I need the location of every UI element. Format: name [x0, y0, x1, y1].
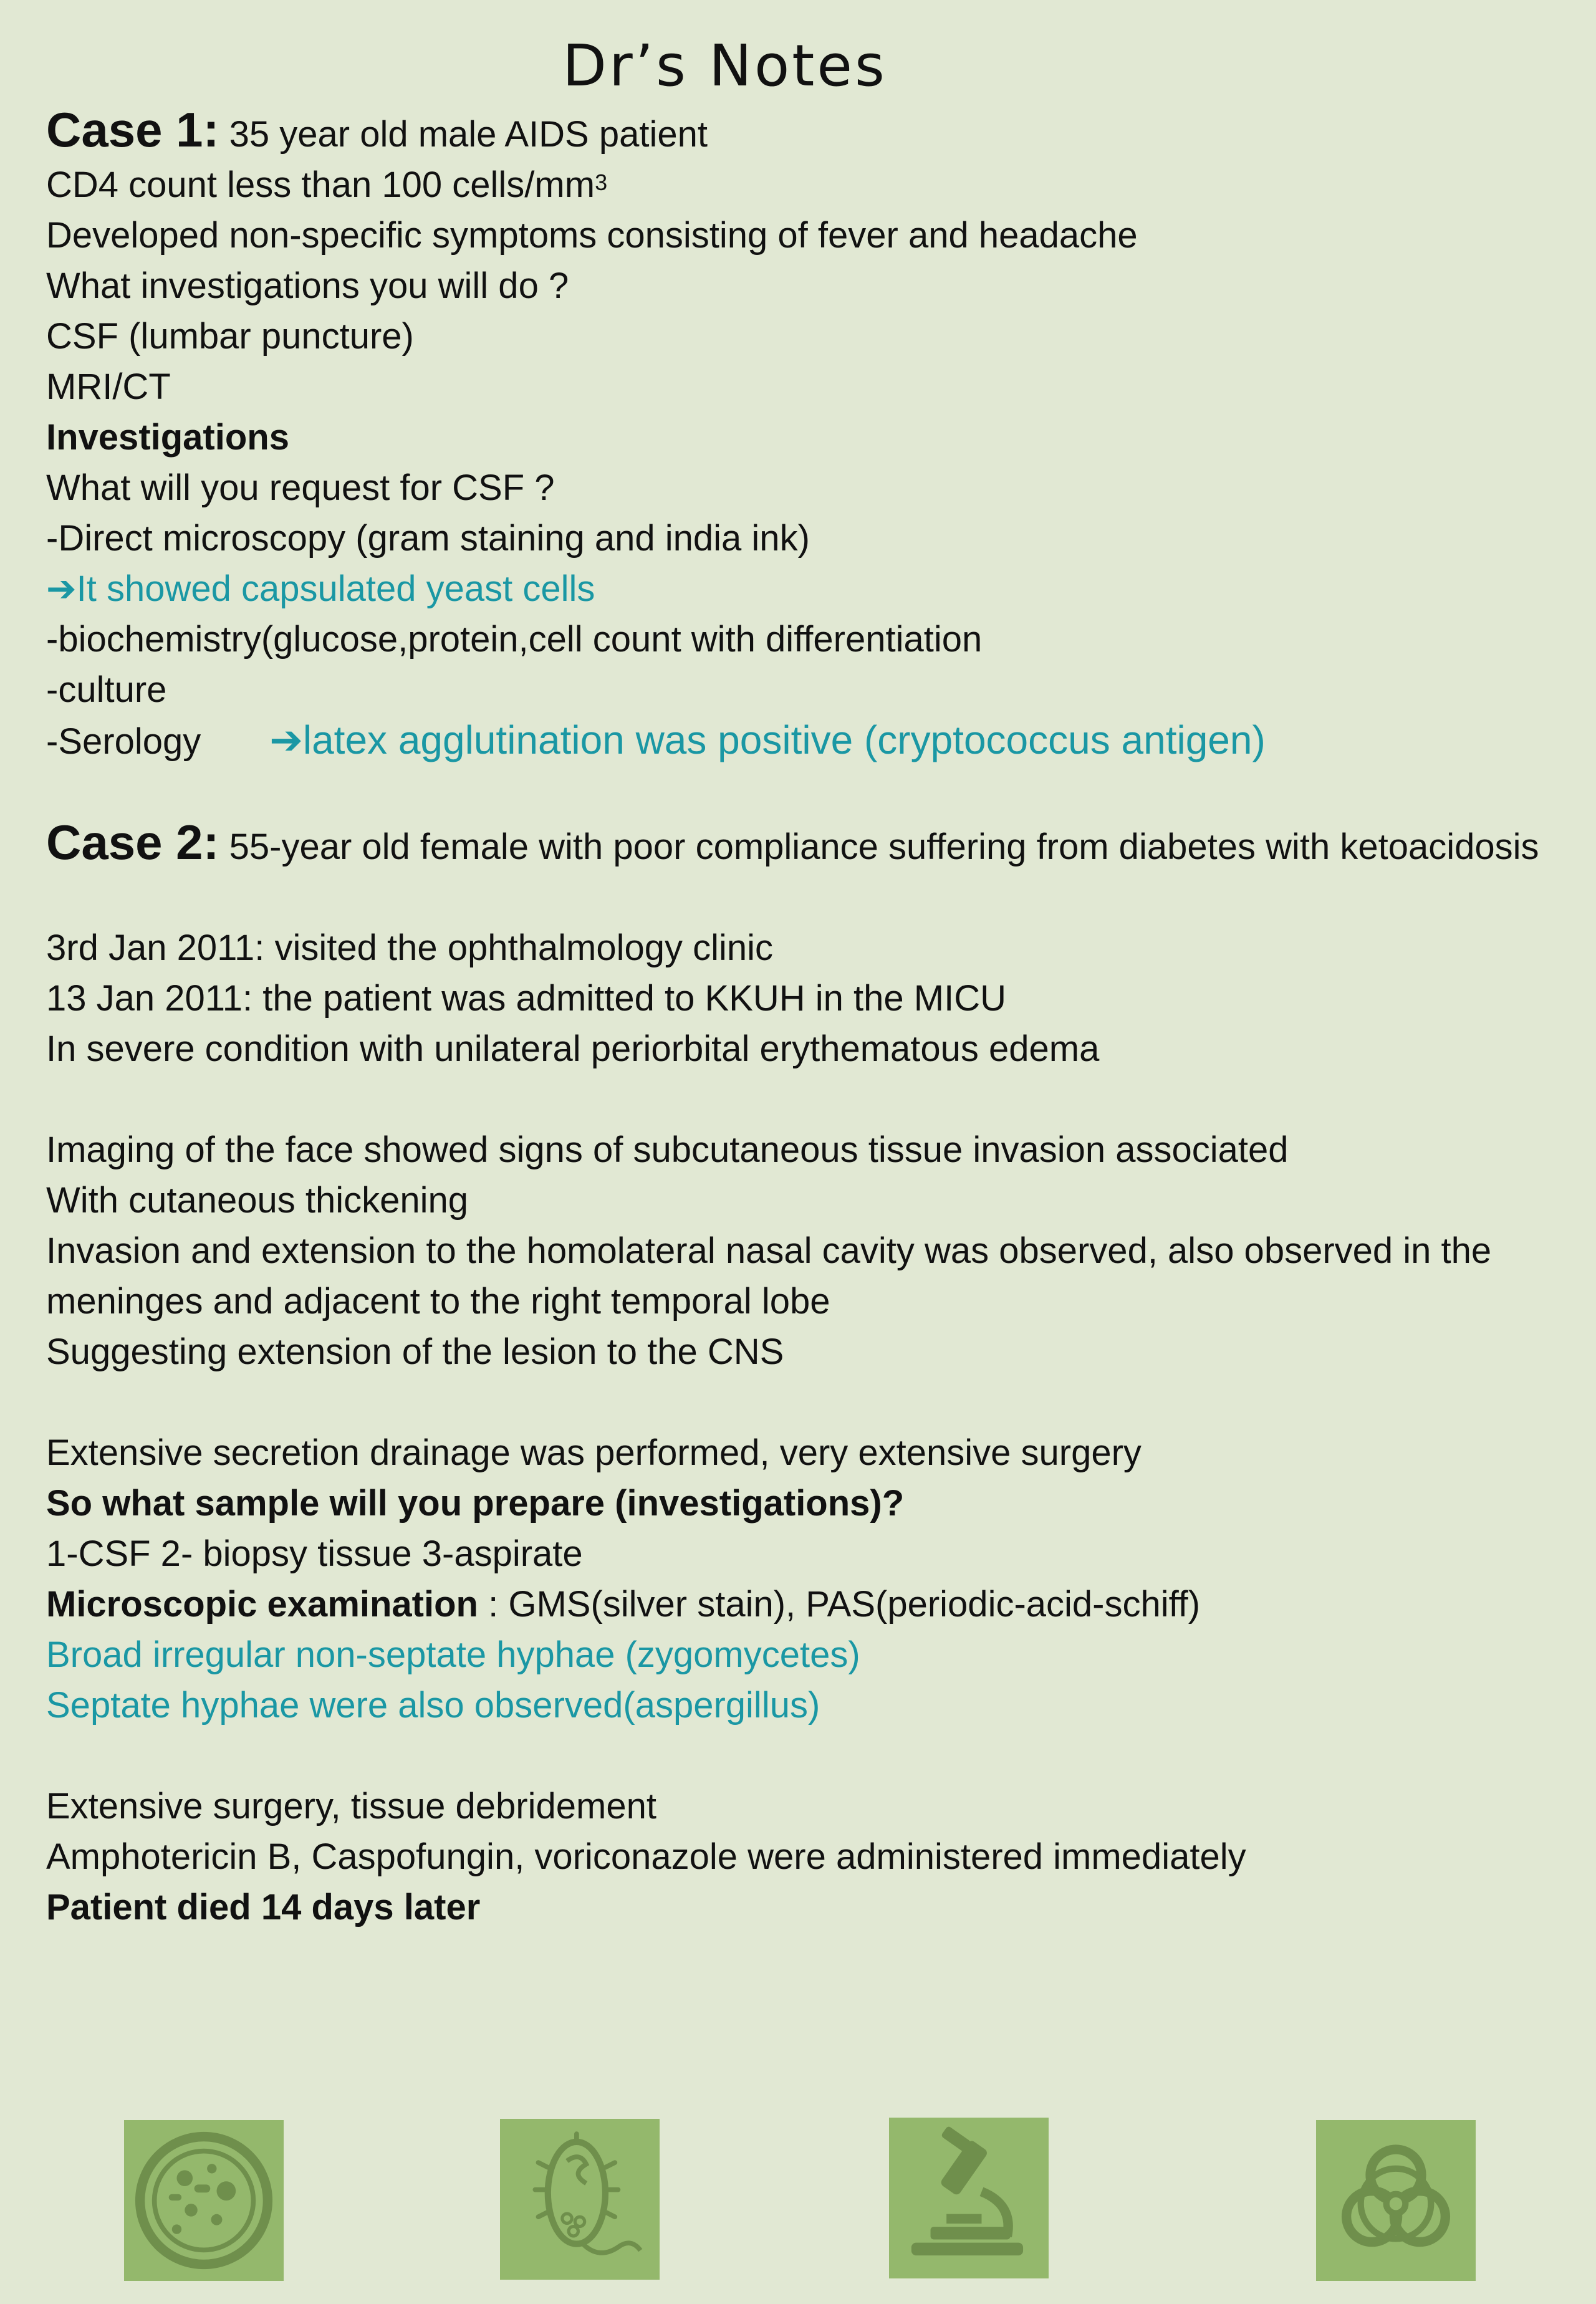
case2-visit: 3rd Jan 2011: visited the ophthalmology clinic: [46, 928, 774, 968]
case1-serology-line: [46, 715, 1567, 767]
case1-serology-result-wrap: [269, 718, 1266, 762]
case1-intro: 35 year old male AIDS patient: [229, 114, 708, 155]
case1-investigation-imaging: MRI/CT: [46, 367, 171, 407]
case1-cd4-line: [46, 160, 1567, 210]
case2-micro-label: Microscopic examination: [46, 1584, 478, 1625]
case2-heading-block: [46, 817, 1567, 872]
case1-biochemistry: -biochemistry(glucose,protein,cell count with differentiation: [46, 619, 983, 660]
case2-intro: 55-year old female with poor compliance suffering from diabetes with ketoacidosis: [229, 827, 1539, 867]
case1-investigations-heading: Investigations: [46, 417, 289, 458]
spacer: [46, 767, 1567, 817]
case2-imaging-1: Imaging of the face showed signs of subcutaneous tissue invasion associated: [46, 1130, 1289, 1170]
case1-heading: Case 1:: [46, 102, 219, 157]
case2-imaging-2: With cutaneous thickening: [46, 1180, 469, 1221]
case2-heading: Case 2:: [46, 815, 219, 870]
case1-microscopy-result: It showed capsulated yeast cells: [76, 569, 595, 609]
case1-symptoms: Developed non-specific symptoms consisting of fever and headache: [46, 215, 1138, 256]
case1-question: What investigations you will do ?: [46, 266, 569, 306]
case2-sample-question: So what sample will you prepare (investigations)?: [46, 1483, 905, 1524]
case2-outcome: Patient died 14 days later: [46, 1887, 481, 1927]
case2-microscopic-line: [46, 1579, 1567, 1630]
cd4-superscript: 3: [595, 170, 608, 195]
icon-row: [0, 2116, 1596, 2278]
arrow-icon: ➔: [46, 569, 77, 609]
case2-surgery: Extensive surgery, tissue debridement: [46, 1786, 656, 1826]
biohazard-icon: [1316, 2120, 1476, 2281]
spacer: [46, 1074, 1567, 1125]
case2-drugs: Amphotericin B, Caspofungin, voriconazole were administered immediately: [46, 1836, 1246, 1877]
notes-content: [46, 102, 1567, 1932]
case1-direct-microscopy: -Direct microscopy (gram staining and india ink): [46, 518, 810, 559]
bacterium-icon: [500, 2119, 660, 2280]
petri-dish-icon: [124, 2120, 284, 2281]
page-title: Dr’s Notes: [562, 32, 887, 99]
spacer: [46, 1377, 1567, 1428]
spacer: [46, 1730, 1567, 1781]
case2-finding-1: Broad irregular non-septate hyphae (zygomycetes): [46, 1634, 860, 1675]
case2-finding-2: Septate hyphae were also observed(aspergillus): [46, 1685, 820, 1726]
case1-serology-result: latex agglutination was positive (cryptococcus antigen): [302, 718, 1266, 762]
case1-cd4: CD4 count less than 100 cells/mm: [46, 165, 595, 205]
case1-culture: -culture: [46, 670, 167, 710]
case1-investigation-csf: CSF (lumbar puncture): [46, 316, 414, 357]
case1-microscopy-result-line: [46, 564, 1567, 614]
case1-serology: -Serology: [46, 721, 201, 762]
case2-micro-value: : GMS(silver stain), PAS(periodic-acid-schiff): [478, 1584, 1201, 1625]
case2-suggest: Suggesting extension of the lesion to the CNS: [46, 1332, 784, 1372]
arrow-icon: ➔: [269, 718, 303, 762]
case2-condition: In severe condition with unilateral periorbital erythematous edema: [46, 1029, 1100, 1069]
case2-invasion: Invasion and extension to the homolateral nasal cavity was observed, also observed in the meninges and adjacent to the right temporal lobe: [46, 1231, 1492, 1322]
spacer: [46, 872, 1567, 923]
microscope-icon: [889, 2118, 1049, 2278]
case2-drainage: Extensive secretion drainage was performed, very extensive surgery: [46, 1433, 1142, 1473]
case2-samples: 1-CSF 2- biopsy tissue 3-aspirate: [46, 1534, 583, 1574]
case2-admission: 13 Jan 2011: the patient was admitted to KKUH in the MICU: [46, 978, 1006, 1019]
case1-heading-line: [46, 102, 1567, 160]
case1-csf-question: What will you request for CSF ?: [46, 468, 555, 508]
